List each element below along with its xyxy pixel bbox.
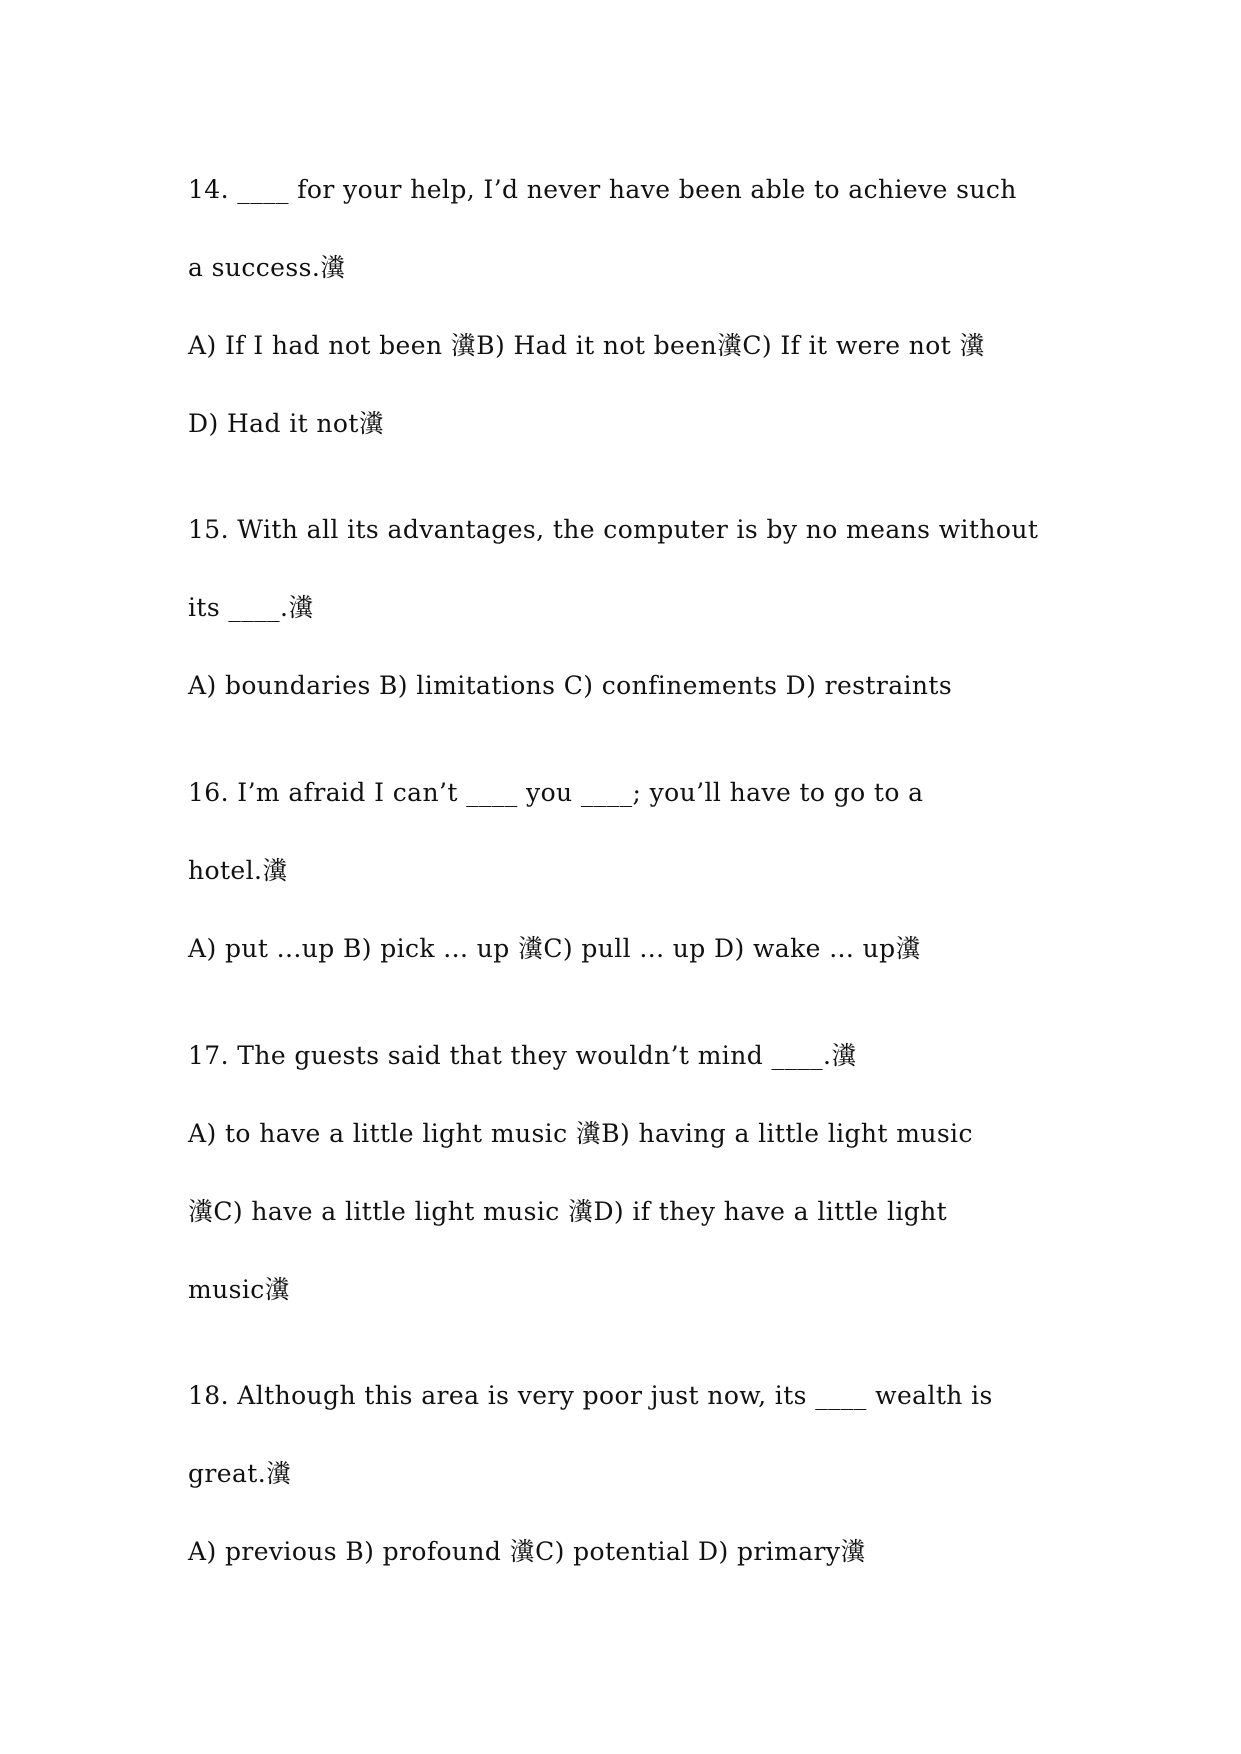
question-stem-line: great.瀵 <box>188 1459 292 1488</box>
question-stem-line: hotel.瀵 <box>188 856 288 885</box>
question-stem-line: 15. With all its advantages, the computer is by no means without <box>188 515 1039 544</box>
answer-options-line: A) If I had not been 瀵B) Had it not been瀵C) If it were not 瀵 <box>188 331 985 360</box>
answer-options-line: music瀵 <box>188 1275 291 1304</box>
question-stem-line: 18. Although this area is very poor just now, its ____ wealth is <box>188 1381 993 1410</box>
question-stem-line: 16. I’m afraid I can’t ____ you ____; you’ll have to go to a <box>188 778 924 807</box>
answer-options-line: A) put ...up B) pick ... up 瀵C) pull ... up D) wake ... up瀵 <box>188 934 921 963</box>
answer-options-line: A) to have a little light music 瀵B) having a little light music <box>188 1119 973 1148</box>
question-stem-line: its ____.瀵 <box>188 593 314 622</box>
question-stem-line: 14. ____ for your help, I’d never have been able to achieve such <box>188 175 1017 204</box>
answer-options-line: D) Had it not瀵 <box>188 409 385 438</box>
answer-options-line: 瀵C) have a little light music 瀵D) if they have a little light <box>188 1197 948 1226</box>
answer-options-line: A) previous B) profound 瀵C) potential D) primary瀵 <box>188 1537 866 1566</box>
answer-options-line: A) boundaries B) limitations C) confinements D) restraints <box>188 671 953 700</box>
question-stem-line: a success.瀵 <box>188 253 346 282</box>
question-stem-line: 17. The guests said that they wouldn’t mind ____.瀵 <box>188 1041 857 1070</box>
